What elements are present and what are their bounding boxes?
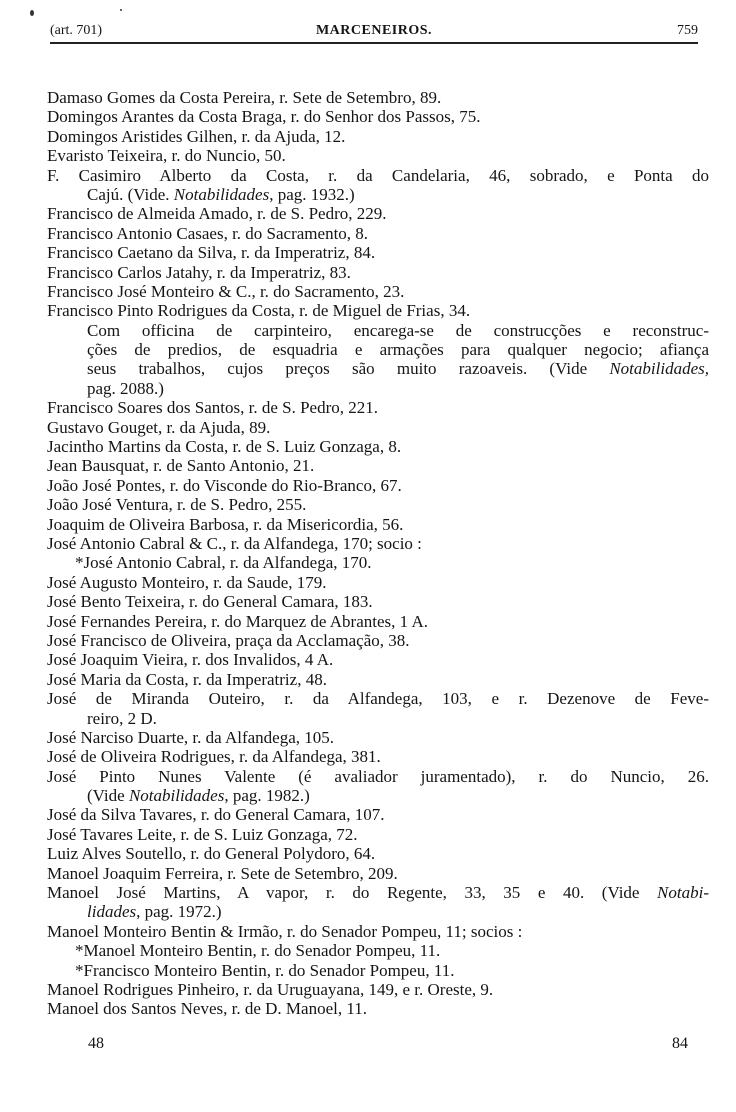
entry-continuation-line	[47, 359, 709, 378]
entry-text: seus trabalhos, cujos preços são muito razoaveis. (Vide	[87, 359, 610, 379]
directory-entry-line	[47, 728, 709, 747]
entry-continuation-line	[47, 185, 709, 204]
directory-entry-line	[47, 883, 709, 902]
entry-text: Joaquim de Oliveira Barbosa, r. da Misericordia, 56.	[47, 514, 404, 534]
entry-text: José Narciso Duarte, r. da Alfandega, 105.	[47, 727, 335, 747]
entry-text: Manoel José Martins, A vapor, r. do Regente, 33, 35 e 40. (Vide	[47, 883, 658, 903]
directory-entry-line	[47, 495, 709, 514]
directory-entry-line	[47, 844, 709, 863]
entry-text: Manoel dos Santos Neves, r. de D. Manoel, 11.	[47, 999, 367, 1019]
directory-entry-line	[47, 398, 709, 417]
entry-text: José Francisco de Oliveira, praça da Acclamação, 38.	[47, 630, 410, 650]
directory-entry-line	[47, 301, 709, 320]
entry-continuation-line	[47, 786, 709, 805]
entry-text: José de Oliveira Rodrigues, r. da Alfandega, 381.	[47, 747, 381, 767]
entry-text: Damaso Gomes da Costa Pereira, r. Sete de Setembro, 89.	[47, 88, 442, 107]
directory-entry-line	[47, 437, 709, 456]
entry-text: Domingos Arantes da Costa Braga, r. do Senhor dos Passos, 75.	[47, 107, 481, 127]
entry-text: *José Antonio Cabral, r. da Alfandega, 170.	[75, 553, 372, 573]
entry-text: F. Casimiro Alberto da Costa, r. da Candelaria, 46, sobrado, e Ponta do	[47, 165, 709, 185]
entry-text: José Bento Teixeira, r. do General Camara, 183.	[47, 592, 373, 612]
directory-entry-line	[47, 980, 709, 999]
directory-entry-line	[47, 767, 709, 786]
directory-entry-line	[47, 864, 709, 883]
entry-text: , pag. 1982.)	[224, 786, 310, 806]
entry-text: *Francisco Monteiro Bentin, r. do Senador Pompeu, 11.	[75, 960, 455, 980]
directory-entry-line	[47, 825, 709, 844]
scan-speck	[30, 10, 34, 16]
entry-text: , pag. 1932.)	[269, 184, 355, 204]
entry-continuation-line	[47, 553, 709, 572]
entry-text: José Fernandes Pereira, r. do Marquez de Abrantes, 1 A.	[47, 611, 428, 631]
entry-text: Com officina de carpinteiro, encarega-se de construcções e reconstruc-	[87, 320, 709, 340]
directory-entry-line	[47, 922, 709, 941]
entry-text: Francisco Antonio Casaes, r. do Sacramento, 8.	[47, 223, 369, 243]
entry-text: Manoel Monteiro Bentin & Irmão, r. do Senador Pompeu, 11; socios :	[47, 921, 523, 941]
entry-text: Cajú. (Vide.	[87, 184, 174, 204]
directory-entry-line	[47, 747, 709, 766]
entry-text: Domingos Aristides Gilhen, r. da Ajuda, 12.	[47, 126, 346, 146]
article-reference: (art. 701)	[50, 23, 103, 38]
directory-entry-line	[47, 670, 709, 689]
entry-continuation-line	[47, 902, 709, 921]
directory-entry-line	[47, 999, 709, 1018]
entry-text: José Pinto Nunes Valente (é avaliador juramentado), r. do Nuncio, 26.	[47, 766, 709, 786]
directory-entry-line	[47, 650, 709, 669]
entry-text: ções de predios, de esquadria e armações para qualquer negocio; afiança	[87, 340, 709, 360]
directory-entry-line	[47, 282, 709, 301]
directory-listing	[47, 88, 709, 1019]
entry-text: João José Ventura, r. de S. Pedro, 255.	[47, 495, 307, 515]
entry-text: Manoel Rodrigues Pinheiro, r. da Uruguayana, 149, e r. Oreste, 9.	[47, 979, 494, 999]
entry-text: *Manoel Monteiro Bentin, r. do Senador Pompeu, 11.	[75, 941, 441, 961]
directory-entry-line	[47, 166, 709, 185]
entry-continuation-line	[47, 961, 709, 980]
page-footer	[88, 1034, 688, 1053]
entry-text: reiro, 2 D.	[87, 708, 157, 728]
entry-continuation-line	[47, 709, 709, 728]
entry-text: José Maria da Costa, r. da Imperatriz, 48.	[47, 669, 327, 689]
entry-continuation-line	[47, 340, 709, 359]
entry-text: Francisco Soares dos Santos, r. de S. Pedro, 221.	[47, 398, 379, 418]
directory-entry-line	[47, 515, 709, 534]
entry-text: Luiz Alves Soutello, r. do General Polydoro, 64.	[47, 844, 376, 864]
directory-entry-line	[47, 418, 709, 437]
directory-entry-line	[47, 631, 709, 650]
entry-text: José Augusto Monteiro, r. da Saude, 179.	[47, 572, 327, 592]
entry-text: Francisco de Almeida Amado, r. de S. Pedro, 229.	[47, 204, 387, 224]
entry-text: José de Miranda Outeiro, r. da Alfandega, 103, e r. Dezenove de Feve-	[47, 689, 709, 709]
directory-entry-line	[47, 476, 709, 495]
signature-mark-right: 84	[672, 1035, 688, 1052]
entry-continuation-line	[47, 321, 709, 340]
entry-text: João José Pontes, r. do Visconde do Rio-Branco, 67.	[47, 475, 402, 495]
entry-text: Francisco José Monteiro & C., r. do Sacramento, 23.	[47, 281, 405, 301]
italic-reference: Notabilidades,	[609, 359, 709, 379]
entry-text: José da Silva Tavares, r. do General Camara, 107.	[47, 805, 385, 825]
directory-entry-line	[47, 689, 709, 708]
entry-text: Jean Bausquat, r. de Santo Antonio, 21.	[47, 456, 315, 476]
entry-text: Jacintho Martins da Costa, r. de S. Luiz Gonzaga, 8.	[47, 437, 402, 457]
directory-entry-line	[47, 456, 709, 475]
section-title: MARCENEIROS.	[315, 23, 433, 38]
directory-entry-line	[47, 805, 709, 824]
directory-entry-line	[47, 534, 709, 553]
entry-text: José Joaquim Vieira, r. dos Invalidos, 4 A.	[47, 650, 334, 670]
signature-mark-left: 48	[88, 1035, 104, 1052]
directory-entry-line	[47, 204, 709, 223]
entry-text: (Vide	[87, 786, 129, 806]
directory-entry-line	[47, 146, 709, 165]
italic-reference: Notabilidades	[173, 184, 270, 204]
entry-text: José Antonio Cabral & C., r. da Alfandega, 170; socio :	[47, 533, 422, 553]
entry-text: Gustavo Gouget, r. da Ajuda, 89.	[47, 417, 271, 437]
running-header	[50, 20, 698, 44]
entry-text: José Tavares Leite, r. de S. Luiz Gonzaga, 72.	[47, 824, 358, 844]
directory-entry-line	[47, 243, 709, 262]
directory-entry-line	[47, 224, 709, 243]
entry-continuation-line	[47, 379, 709, 398]
entry-text: pag. 2088.)	[87, 378, 164, 398]
entry-text: , pag. 1972.)	[136, 902, 222, 922]
directory-entry-line	[47, 88, 709, 107]
entry-text: Francisco Carlos Jatahy, r. da Imperatriz, 83.	[47, 262, 351, 282]
italic-reference: Notabi-	[657, 883, 709, 903]
entry-text: Evaristo Teixeira, r. do Nuncio, 50.	[47, 146, 286, 166]
directory-entry-line	[47, 263, 709, 282]
directory-entry-line	[47, 592, 709, 611]
directory-entry-line	[47, 107, 709, 126]
entry-continuation-line	[47, 941, 709, 960]
directory-entry-line	[47, 573, 709, 592]
italic-reference: Notabilidades	[128, 786, 225, 806]
scan-speck	[120, 9, 122, 11]
italic-reference: lidades	[87, 902, 137, 922]
entry-text: Francisco Caetano da Silva, r. da Imperatriz, 84.	[47, 243, 376, 263]
entry-text: Francisco Pinto Rodrigues da Costa, r. de Miguel de Frias, 34.	[47, 301, 471, 321]
directory-entry-line	[47, 612, 709, 631]
page-number: 759	[677, 23, 698, 38]
entry-text: Manoel Joaquim Ferreira, r. Sete de Setembro, 209.	[47, 863, 398, 883]
directory-entry-line	[47, 127, 709, 146]
